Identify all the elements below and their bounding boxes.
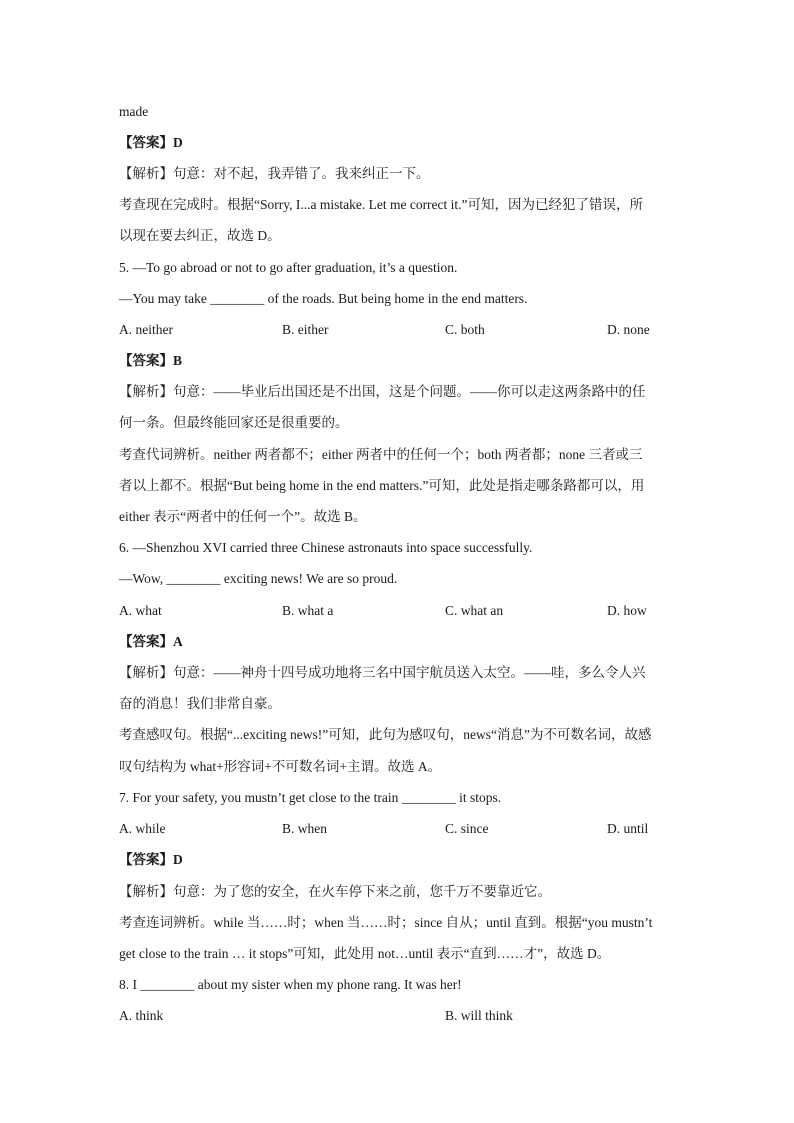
option-d: D. none (607, 322, 650, 337)
analysis-line: 【解析】句意：——神舟十四号成功地将三名中国宇航员送入太空。——哇，多么令人兴 (119, 665, 646, 680)
explanation-line: 者以上都不。根据“But being home in the end matters.”可知，此处是指走哪条路都可以，用 (119, 478, 645, 493)
analysis-line: 何一条。但最终能回家还是很重要的。 (119, 415, 349, 430)
option-a: A. neither (119, 322, 173, 337)
explanation-line: 叹句结构为 what+形容词+不可数名词+主谓。故选 A。 (119, 759, 442, 774)
explanation-line: 考查现在完成时。根据“Sorry, I...a mistake. Let me correct it.”可知，因为已经犯了错误，所 (119, 197, 644, 212)
analysis-line: 【解析】句意：对不起，我弄错了。我来纠正一下。 (119, 166, 430, 181)
option-b: B. will think (445, 1008, 513, 1023)
answer-line: 【答案】D (119, 852, 183, 867)
option-a: A. while (119, 821, 166, 836)
question-6-reply: —Wow, ________ exciting news! We are so proud. (119, 571, 398, 586)
option-a: A. think (119, 1008, 164, 1023)
option-d: D. how (607, 603, 647, 618)
answer-line: 【答案】D (119, 135, 183, 150)
option-a: A. what (119, 603, 162, 618)
question-7: 7. For your safety, you mustn’t get close to the train ________ it stops. (119, 790, 502, 805)
option-c: C. since (445, 821, 489, 836)
option-c: C. what an (445, 603, 504, 618)
answer-line: 【答案】B (119, 353, 183, 368)
option-c: C. both (445, 322, 485, 337)
option-b: B. when (282, 821, 327, 836)
explanation-line: either 表示“两者中的任何一个”。故选 B。 (119, 509, 367, 524)
explanation-line: 考查代词辨析。neither 两者都不；either 两者中的任何一个；both 两者都；none 三者或三 (119, 447, 643, 462)
question-8: 8. I ________ about my sister when my phone rang. It was her! (119, 977, 462, 992)
option-b: B. either (282, 322, 329, 337)
question-5-reply: —You may take ________ of the roads. But being home in the end matters. (119, 291, 528, 306)
question-5: 5. —To go abroad or not to go after graduation, it’s a question. (119, 260, 458, 275)
explanation-line: get close to the train … it stops”可知，此处用 not…until 表示“直到……才”，故选 D。 (119, 946, 611, 961)
answer-line: 【答案】A (119, 634, 183, 649)
option-d: D. until (607, 821, 649, 836)
explanation-line: 考查连词辨析。while 当……时；when 当……时；since 自从；until 直到。根据“you mustn’t (119, 915, 653, 930)
option-b: B. what a (282, 603, 334, 618)
explanation-line: 以现在要去纠正，故选 D。 (119, 228, 281, 243)
explanation-line: 考查感叹句。根据“...exciting news!”可知，此句为感叹句，news“消息”为不可数名词，故感 (119, 727, 652, 742)
text-line: made (119, 104, 149, 119)
analysis-line: 奋的消息！我们非常自豪。 (119, 696, 281, 711)
analysis-line: 【解析】句意：——毕业后出国还是不出国，这是个问题。——你可以走这两条路中的任 (119, 384, 646, 399)
question-6: 6. —Shenzhou XVI carried three Chinese astronauts into space successfully. (119, 540, 533, 555)
analysis-line: 【解析】句意：为了您的安全，在火车停下来之前，您千万不要靠近它。 (119, 884, 551, 899)
